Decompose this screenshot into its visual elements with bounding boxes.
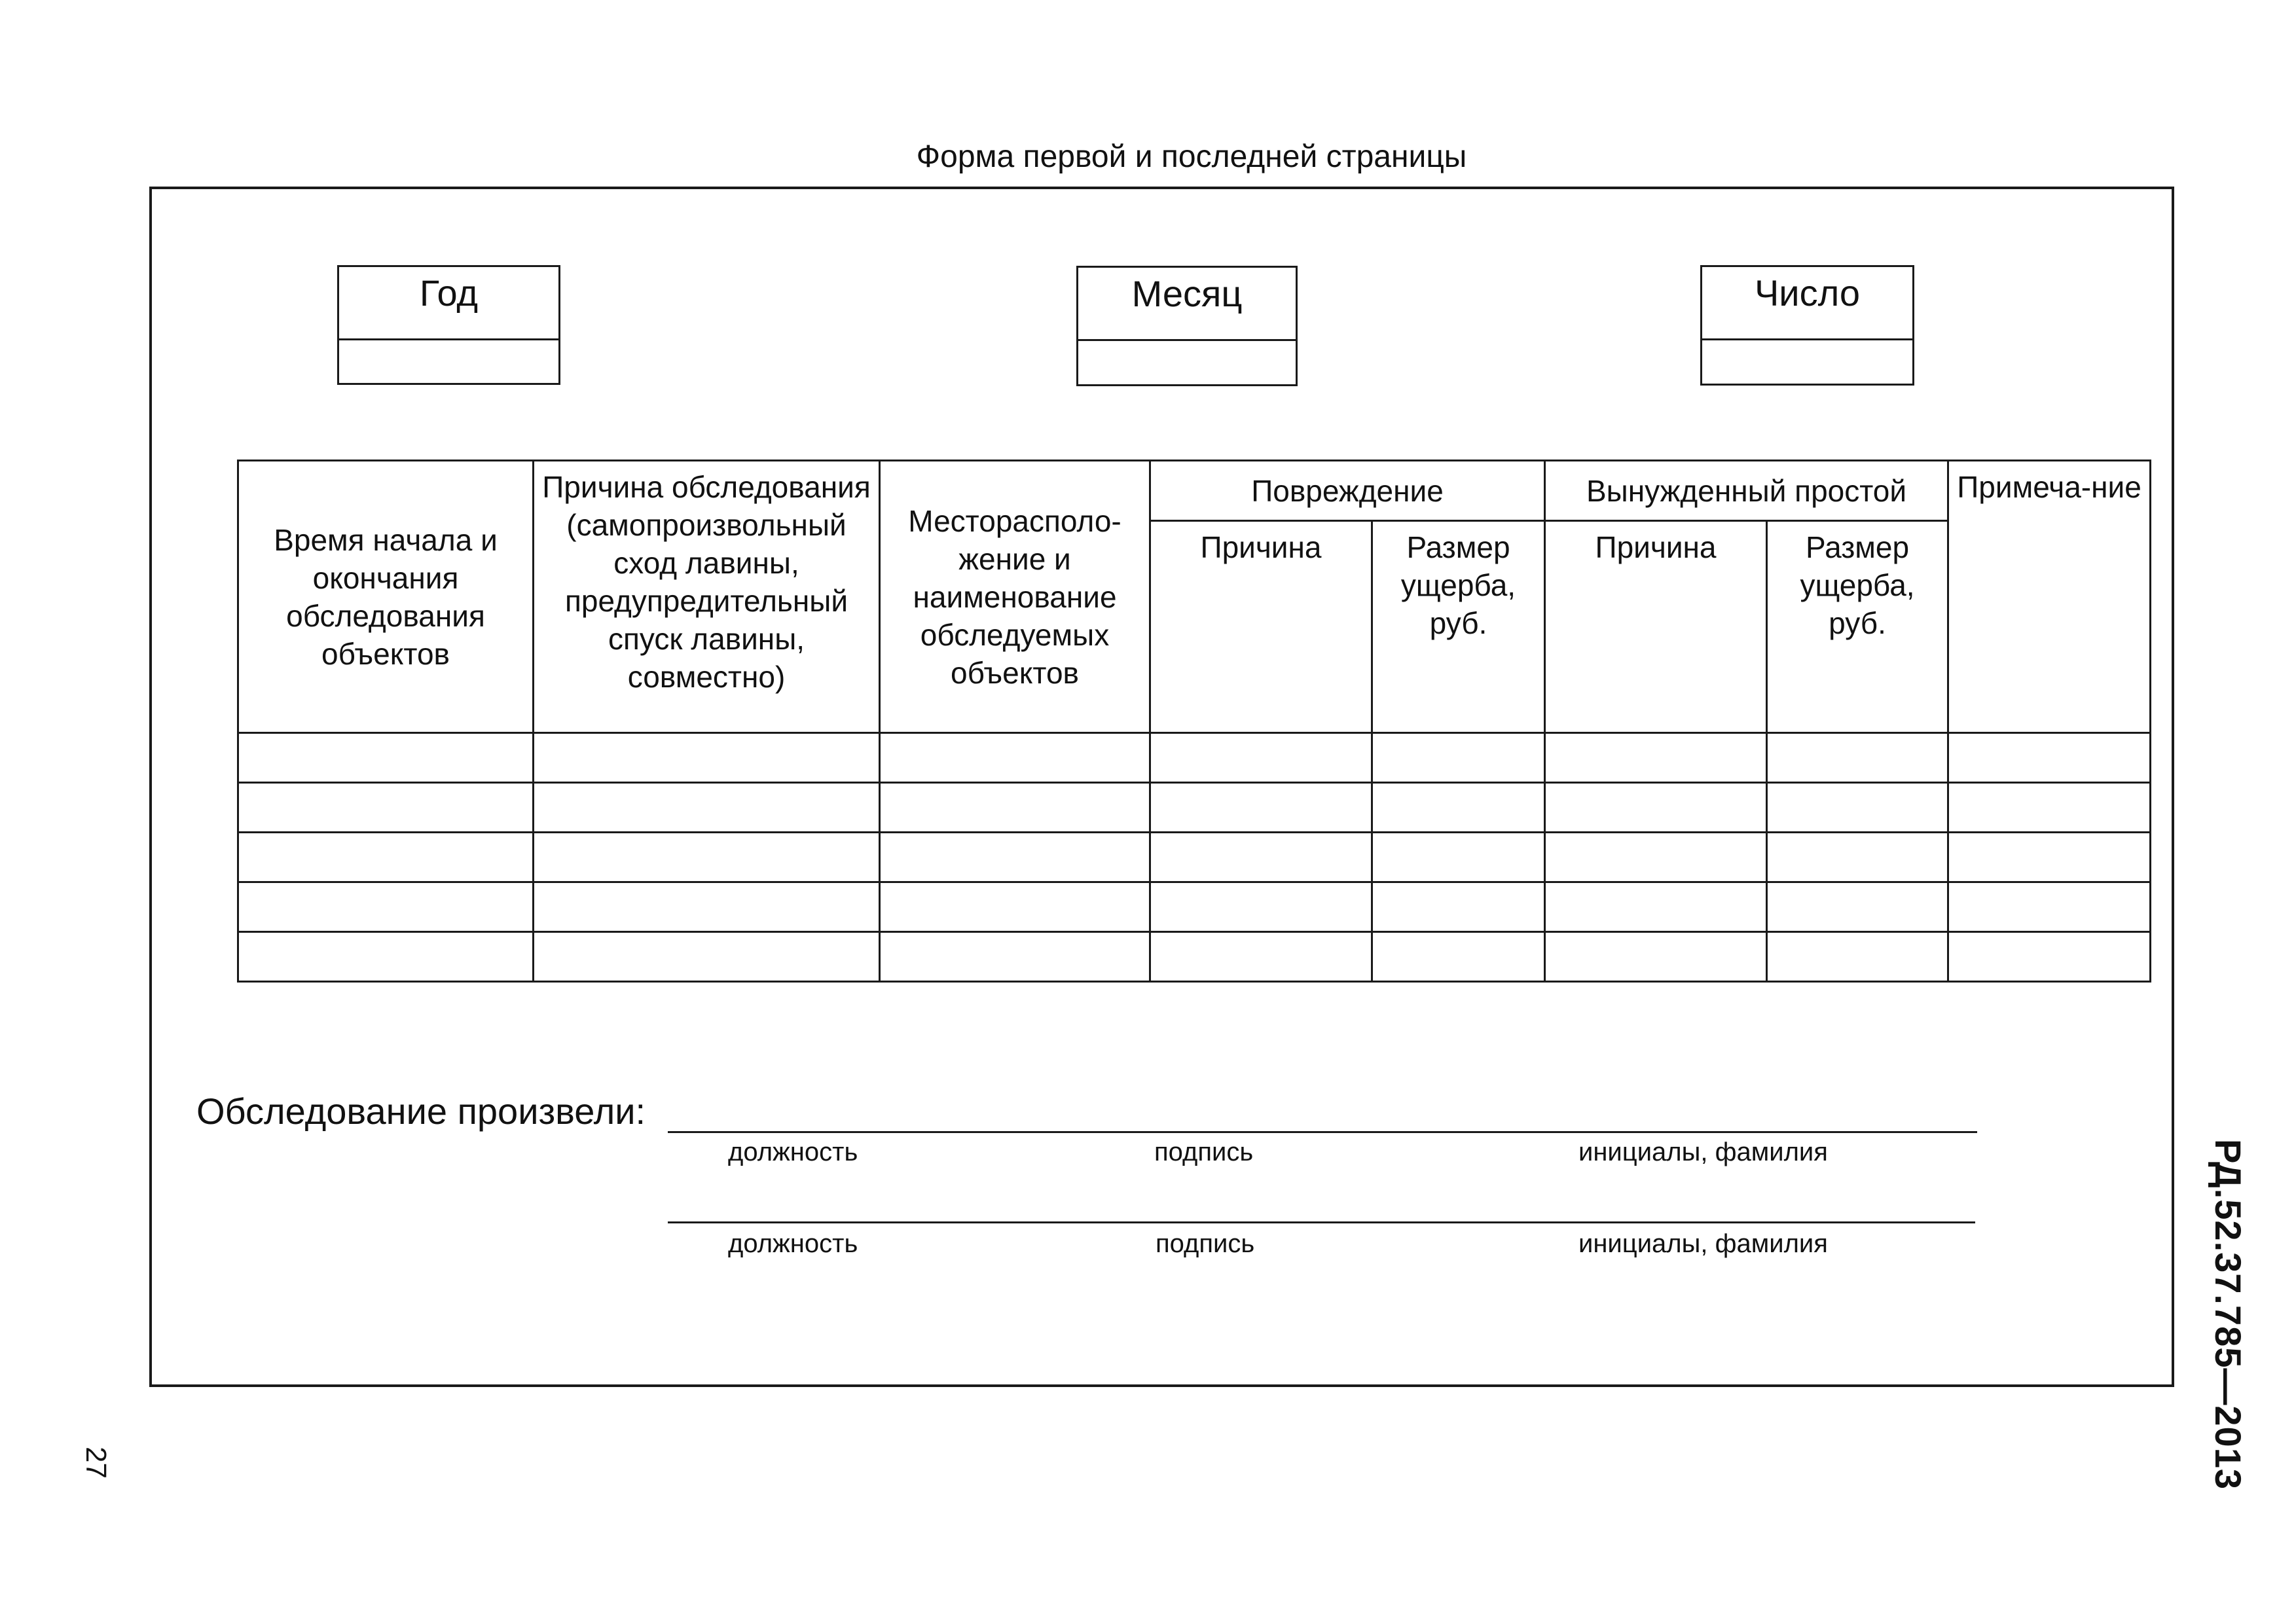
table-cell[interactable] [880,932,1150,982]
signature-1-sign: подпись [1154,1138,1254,1166]
table-cell[interactable] [1545,733,1767,783]
header-time: Время начала и окончания обследования объектов [238,461,534,733]
signature-1-position: должность [728,1138,858,1166]
inspection-table [237,460,2151,983]
day-label: Число [1702,267,1912,340]
document-code [2203,1139,2253,1492]
table-cell[interactable] [238,733,534,783]
table-cell[interactable] [238,932,534,982]
signature-2-name: инициалы, фамилия [1578,1229,1828,1258]
table-cell[interactable] [1372,882,1545,932]
table-cell[interactable] [534,783,880,833]
month-box [1076,266,1298,386]
month-value-cell[interactable] [1078,341,1296,384]
signature-line-1[interactable] [668,1131,1977,1133]
table-row [238,932,2151,982]
table-cell[interactable] [1372,833,1545,882]
year-value-cell[interactable] [339,340,558,383]
table-cell[interactable] [1545,833,1767,882]
form-caption: Форма первой и последней страницы [916,139,1467,174]
day-value-cell[interactable] [1702,340,1912,384]
header-damage: Повреждение [1150,461,1545,521]
table-cell[interactable] [1545,932,1767,982]
table-cell[interactable] [1150,783,1372,833]
year-label: Год [339,267,558,340]
table-cell[interactable] [238,882,534,932]
table-cell[interactable] [1948,733,2151,783]
table-cell[interactable] [880,733,1150,783]
year-box [337,265,560,385]
signature-line-2[interactable] [668,1221,1975,1223]
table-row [238,882,2151,932]
table-cell[interactable] [1545,882,1767,932]
header-damage-size: Размер ущерба, руб. [1372,521,1545,733]
table-cell[interactable] [534,833,880,882]
table-cell[interactable] [238,833,534,882]
table-row [238,783,2151,833]
table-cell[interactable] [534,932,880,982]
header-downtime-size: Размер ущерба, руб. [1767,521,1948,733]
table-cell[interactable] [1948,833,2151,882]
signature-2-sign: подпись [1156,1229,1255,1258]
table-cell[interactable] [880,783,1150,833]
header-downtime: Вынужденный простой [1545,461,1948,521]
signature-1-name: инициалы, фамилия [1578,1138,1828,1166]
table-cell[interactable] [1767,733,1948,783]
signature-title: Обследование произвели: [196,1091,646,1132]
table-cell[interactable] [1372,733,1545,783]
table-cell[interactable] [534,733,880,783]
page-number-text: 27 [80,1447,112,1479]
header-reason: Причина обследования (самопроизвольный сход лавины, предупредительный спуск лавины, совместно) [534,461,880,733]
table-cell[interactable] [1372,932,1545,982]
table-cell[interactable] [1948,783,2151,833]
table-cell[interactable] [1767,783,1948,833]
signature-2-position: должность [728,1229,858,1258]
table-cell[interactable] [1545,783,1767,833]
table-cell[interactable] [1948,932,2151,982]
table-cell[interactable] [1372,783,1545,833]
header-note: Примеча-ние [1948,461,2151,733]
table-cell[interactable] [1150,833,1372,882]
table-cell[interactable] [238,783,534,833]
month-label: Месяц [1078,268,1296,341]
table-cell[interactable] [1150,733,1372,783]
table-cell[interactable] [1150,932,1372,982]
document-code-text: РД.52.37.785—2013 [2208,1139,2249,1490]
table-row [238,733,2151,783]
table-cell[interactable] [1767,882,1948,932]
header-location: Месторасполо-жение и наименование обследуемых объектов [880,461,1150,733]
table-row [238,833,2151,882]
table-cell[interactable] [1767,932,1948,982]
table-cell[interactable] [880,833,1150,882]
header-damage-reason: Причина [1150,521,1372,733]
table-cell[interactable] [1948,882,2151,932]
header-downtime-reason: Причина [1545,521,1767,733]
table-cell[interactable] [1767,833,1948,882]
day-box [1700,265,1914,386]
table-cell[interactable] [880,882,1150,932]
page-number [79,1447,118,1492]
table-cell[interactable] [534,882,880,932]
table-cell[interactable] [1150,882,1372,932]
